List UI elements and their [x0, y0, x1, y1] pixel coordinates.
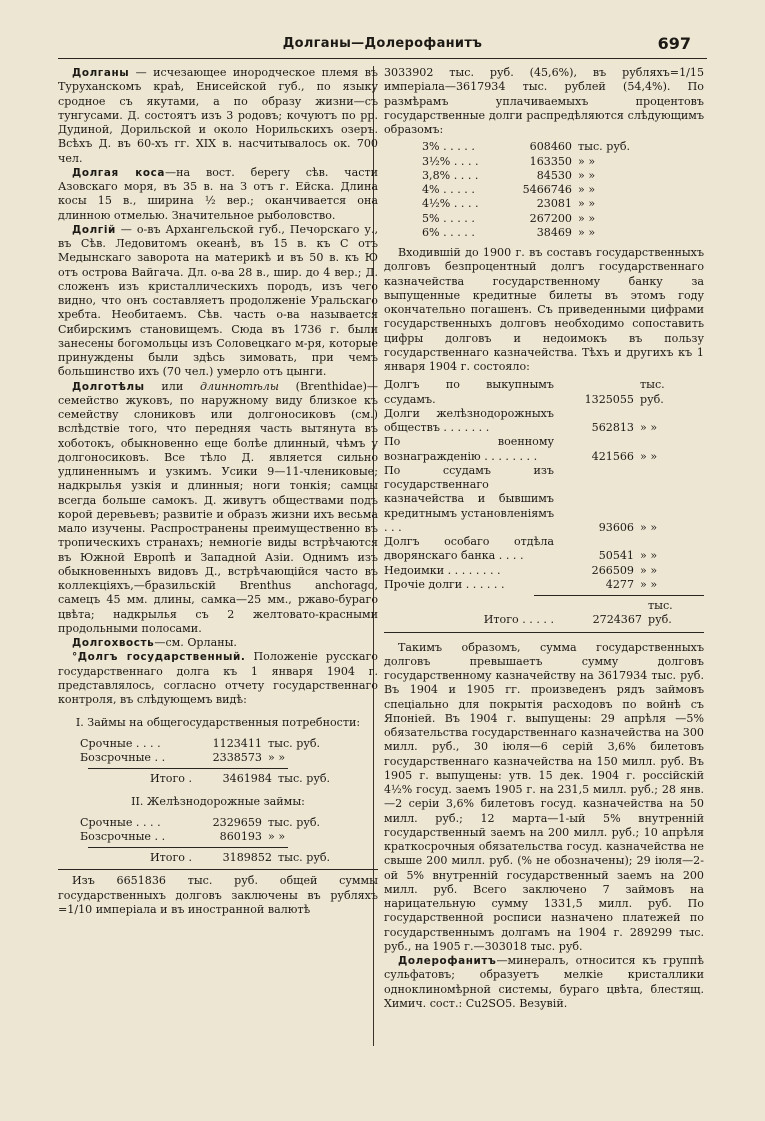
entry-dolgaya-kosa	[58, 166, 378, 223]
table-row	[422, 155, 630, 169]
section-title-railway-loans: II. Желѣзнодорожные займы:	[131, 795, 305, 809]
row-label: Бозсрочные . .	[80, 750, 166, 764]
paragraph-currency-split: Изъ 6651836 тыс. руб. общей суммы государственныхъ долговъ заключены въ рубляхъ =1/10 имперіала и въ иностранной валютѣ	[58, 874, 378, 916]
entry-text: —минералъ, относится къ группѣ сульфатовъ; образуетъ мелкіе кристаллики одноклиномѣрной системы, бураго цвѣта, блестящ. Химич. сост.: Cu2SO5. Везувій.	[384, 954, 704, 1010]
headword: Долготѣлы	[72, 380, 145, 393]
debts-table	[384, 378, 680, 592]
table-row	[80, 816, 320, 830]
rate-label: 3½% . . . .	[422, 154, 479, 168]
table-row	[384, 535, 680, 564]
entry-dolgokhvost	[58, 636, 378, 650]
total-value: 2724367	[592, 613, 642, 627]
total-unit: тыс. руб.	[278, 772, 331, 785]
row-unit: » »	[268, 750, 286, 764]
debt-unit: » »	[640, 449, 658, 463]
entry-text: — о-въ Архангельской губ., Печорскаго у., въ Сѣв. Ледовитомъ океанѣ, въ 15 в. къ С отъ Медынскаго заворота на материкѣ и въ 50 в. къ Ю отъ острова Вайгача. Дл. о-ва 28 в., шир. до 4 вер.; Д. сложенъ изъ кристаллическихъ породъ, изъ чего видно, что онъ составляетъ продолженіе Уральскаго хребта. Необитаемъ. Сѣв. часть о-ва называется Сибирскимъ становищемъ. Сюда въ 1736 г. были занесены богомольцы изъ Соловецкаго м-ря, которые принуждены были здѣсь зимовать, при чемъ большинство ихъ (70 чел.) умерло отъ цынги.	[58, 222, 378, 379]
debt-label: Недоимки . . . . . . . .	[384, 563, 501, 577]
total-value: 3189852	[222, 851, 272, 864]
total-label: Итого .	[149, 772, 192, 785]
table-row	[384, 407, 680, 436]
row-label: Бозсрочные . .	[80, 829, 166, 843]
entry-text: или	[144, 379, 200, 393]
rate-value: 267200	[529, 211, 572, 225]
paragraph-war-loans: Такимъ образомъ, сумма государственныхъ долговъ превышаетъ сумму долговъ государственному казначейству на 3617934 тыс. руб. Въ 1904 и 1905 гг. произведенъ рядъ займовъ спеціально для покрытія расходовъ по войнѣ съ Японіей. Въ 1904 г. выпущены: 29 апрѣля —5% обязательства государственнаго казначейства на 300 милл. руб., 30 іюля—6 серій 3,6% билетовъ государственнаго казначейства на 150 милл. руб. Въ 1905 г. выпущены: утв. 15 дек. 1904 г. россійскій 4½% госуд. заемъ 1905 г. на 231,5 милл. руб.; 28 янв.—2 серіи 3,6% билетовъ госуд. казначейства на 50 милл. руб.; 12 марта—1-ый 5% внутренній государственный заемъ на 200 милл. руб.; 10 апрѣля краткосрочныя обязательства госуд. казначейства не свыше 200 милл. руб. (% не обозначены); 29 іюля—2-ой 5% внутренній государственный заемъ на 200 милл. руб. Всего заключено 7 займовъ на нарицательную сумму 1331,5 милл. руб. По государственной росписи назначено платежей по государственнымъ долгамъ на 1904 г. 289299 тыс. руб., на 1905 г.—303018 тыс. руб.	[384, 640, 704, 953]
total-row	[80, 851, 330, 865]
table-row	[80, 737, 320, 751]
row-label: Срочные . . . .	[80, 815, 161, 829]
section-rule	[58, 869, 378, 870]
section-title-general-loans: I. Займы на общегосударственныя потребности:	[75, 716, 361, 730]
right-column	[384, 66, 704, 1011]
headword: °Долгъ государственный.	[72, 651, 246, 664]
debt-value: 266509	[591, 563, 634, 577]
debt-value: 562813	[591, 421, 634, 434]
total-label: Итого . . . . .	[483, 613, 554, 627]
general-loans-table	[80, 737, 320, 766]
table-row	[384, 578, 680, 592]
entry-dolg-gosudarstvenny	[58, 650, 378, 707]
debt-value: 1325055	[584, 392, 634, 406]
row-unit: тыс. руб.	[268, 815, 321, 829]
debt-unit: » »	[640, 563, 658, 577]
debt-unit: » »	[640, 520, 658, 534]
rate-unit: » »	[578, 225, 596, 239]
rate-unit: тыс. руб.	[578, 140, 631, 154]
total-row	[384, 599, 688, 628]
railway-loans-table	[80, 816, 320, 845]
table-row	[384, 378, 680, 407]
entry-text: — исчезающее инородческое племя въ Туруханскомъ краѣ, Енисейской губ., по языку сродное съ якутами, а по образу жизни—съ тунгусами. Д. состоятъ изъ 3 родовъ; кочуютъ по рр. Дудиной, Дорильской и около Норильскихъ озеръ. Всѣхъ Д. въ 60-хъ гг. XIX в. насчитывалось ок. 700 чел.	[58, 66, 378, 165]
page-number: 697	[657, 34, 691, 53]
rate-value: 5466746	[522, 183, 572, 196]
headword: Долгохвость	[72, 637, 155, 649]
paragraph-currency-split-cont: 3033902 тыс. руб. (45,6%), въ рубляхъ=1/15 имперіала—3617934 тыс. рублей (54,4%). По размѣрамъ уплачиваемыхъ процентовъ государственные долги распредѣляются слѣдующимъ образомъ:	[384, 66, 704, 136]
debt-unit: тыс. руб.	[640, 378, 665, 406]
total-unit: тыс. руб.	[648, 599, 673, 627]
entry-text: Положеніе русскаго государственнаго долга къ 1 января 1904 г. представлялось, согласно отчету государственнаго контроля, въ слѣдующемъ видѣ:	[58, 650, 378, 706]
debt-label: По военному вознагражденію . . . . . . . .	[384, 435, 554, 463]
debt-value: 4277	[605, 577, 634, 591]
debt-label: Прочіе долги . . . . . .	[384, 577, 505, 591]
rate-unit: » »	[578, 168, 596, 182]
rate-label: 4½% . . . .	[422, 197, 479, 211]
rate-unit: » »	[578, 154, 596, 168]
general-loans-total	[80, 772, 330, 786]
railway-loans-total	[80, 851, 330, 865]
debt-label: По ссудамъ изъ государственнаго казначейства и бывшимъ кредитнымъ установленіямъ . . .	[384, 463, 554, 534]
total-label: Итого .	[149, 851, 192, 864]
table-row	[384, 435, 680, 464]
rate-value: 38469	[536, 225, 572, 239]
rate-label: 3,8% . . . .	[422, 168, 479, 182]
entry-dolgiy	[58, 223, 378, 380]
rate-value: 84530	[536, 168, 572, 182]
sum-rule	[534, 595, 704, 596]
debt-label: Долги желѣзнодорожныхъ обществъ . . . . . . .	[384, 406, 554, 434]
rate-label: 3% . . . . .	[422, 140, 475, 154]
headword: Долерофанитъ	[398, 955, 497, 967]
rate-unit: » »	[578, 211, 596, 225]
debt-unit: » »	[640, 549, 658, 563]
rate-label: 6% . . . . .	[422, 225, 475, 239]
debt-label: Долгъ особаго отдѣла дворянскаго банка . . . .	[384, 535, 554, 563]
entry-text: (Brenthidae)—семейство жуковъ, по наружному виду близкое къ семейству слониковъ или долгоносиковъ (см.) вслѣдствіе того, что передняя часть вытянута въ хоботокъ, обыкновенно еще болѣе длинный, чѣмъ у долгоносиковъ. Все тѣло Д. является сильно удлиненнымъ и узкимъ. Усики 9—11-члениковые; надкрылья узкія и длинныя; ноги тонкія; самцы всегда больше самокъ. Д. живутъ обществами подъ корой деревьевъ; развитіе и образъ жизни ихъ весьма мало изучены. Распространены преимущественно въ тропическихъ странахъ; немногіе виды встрѣчаются въ Южной Европѣ и Западной Азіи. Однимъ изъ обыкновенныхъ видовъ Д., встрѣчающійся часто въ коллекціяхъ,—бразильскій Brenthus anchorago, самецъ 45 мм. длины, самка—25 мм., ржаво-бураго цвѣта; надкрылья съ 2 желтовато-красными продольными полосами.	[58, 379, 379, 635]
table-row	[422, 212, 630, 226]
row-unit: тыс. руб.	[268, 736, 321, 750]
table-row	[384, 464, 680, 535]
total-value: 3461984	[222, 772, 272, 785]
rate-value: 608460	[529, 140, 572, 154]
rate-value: 163350	[529, 154, 572, 168]
debt-value: 421566	[591, 449, 634, 463]
running-title: Долганы—Долерофанитъ	[282, 36, 483, 51]
headword: Долгій	[72, 223, 116, 236]
debt-label: Долгъ по выкупнымъ ссудамъ.	[384, 378, 554, 406]
section-rule	[384, 632, 704, 633]
left-column	[58, 66, 378, 917]
entry-italic-term: длиннотѣлы	[199, 379, 279, 393]
debts-total	[384, 599, 688, 628]
paragraph-debts-intro: Входившій до 1900 г. въ составъ государственныхъ долговъ безпроцентный долгъ государственнаго казначейства государственному банку за выпущенные кредитные билеты въ этомъ году окончательно погашенъ. Съ приведенными цифрами государственныхъ долговъ необходимо сопоставить цифры долговъ и недоимокъ въ пользу государственнаго казначейства. Тѣхъ и другихъ къ 1 января 1904 г. состояло:	[384, 246, 704, 373]
header-rule	[58, 58, 707, 59]
entry-dolgany	[58, 66, 378, 166]
rate-label: 5% . . . . .	[422, 211, 475, 225]
sum-rule	[88, 847, 288, 848]
row-label: Срочные . . . .	[80, 736, 161, 750]
row-value: 2338573	[212, 750, 262, 764]
debt-unit: » »	[640, 421, 658, 434]
headword: Долганы	[72, 67, 130, 79]
entry-text: —на вост. берегу сѣв. части Азовскаго моря, въ 35 в. на З отъ г. Ейска. Длина косы 15 в., ширина ½ вер.; оканчивается она длинною отмелью. Значительное рыболовство.	[58, 165, 378, 222]
table-row	[422, 169, 630, 183]
debt-value: 93606	[598, 520, 634, 534]
rate-label: 4% . . . . .	[422, 183, 475, 196]
debt-value: 50541	[598, 549, 634, 563]
table-row	[422, 140, 630, 154]
table-row	[422, 226, 630, 240]
debt-unit: » »	[640, 577, 658, 591]
sum-rule	[88, 768, 288, 769]
row-value: 860193	[219, 829, 262, 843]
entry-dolerofanit	[384, 954, 704, 1011]
entry-dolgotely	[58, 380, 378, 637]
table-row	[80, 830, 320, 844]
row-unit: » »	[268, 829, 286, 843]
table-row	[80, 751, 320, 765]
row-value: 1123411	[212, 736, 262, 750]
table-row	[422, 197, 630, 211]
table-row	[384, 564, 680, 578]
row-value: 2329659	[212, 815, 262, 829]
table-row	[422, 183, 630, 197]
rate-unit: » »	[578, 197, 596, 211]
total-unit: тыс. руб.	[278, 851, 331, 864]
rate-value: 23081	[536, 197, 572, 211]
rate-unit: » »	[578, 183, 596, 196]
total-row	[80, 772, 330, 786]
headword: Долгая коса	[72, 166, 166, 179]
entry-text: —см. Орланы.	[154, 636, 237, 649]
interest-rate-table	[422, 140, 630, 240]
